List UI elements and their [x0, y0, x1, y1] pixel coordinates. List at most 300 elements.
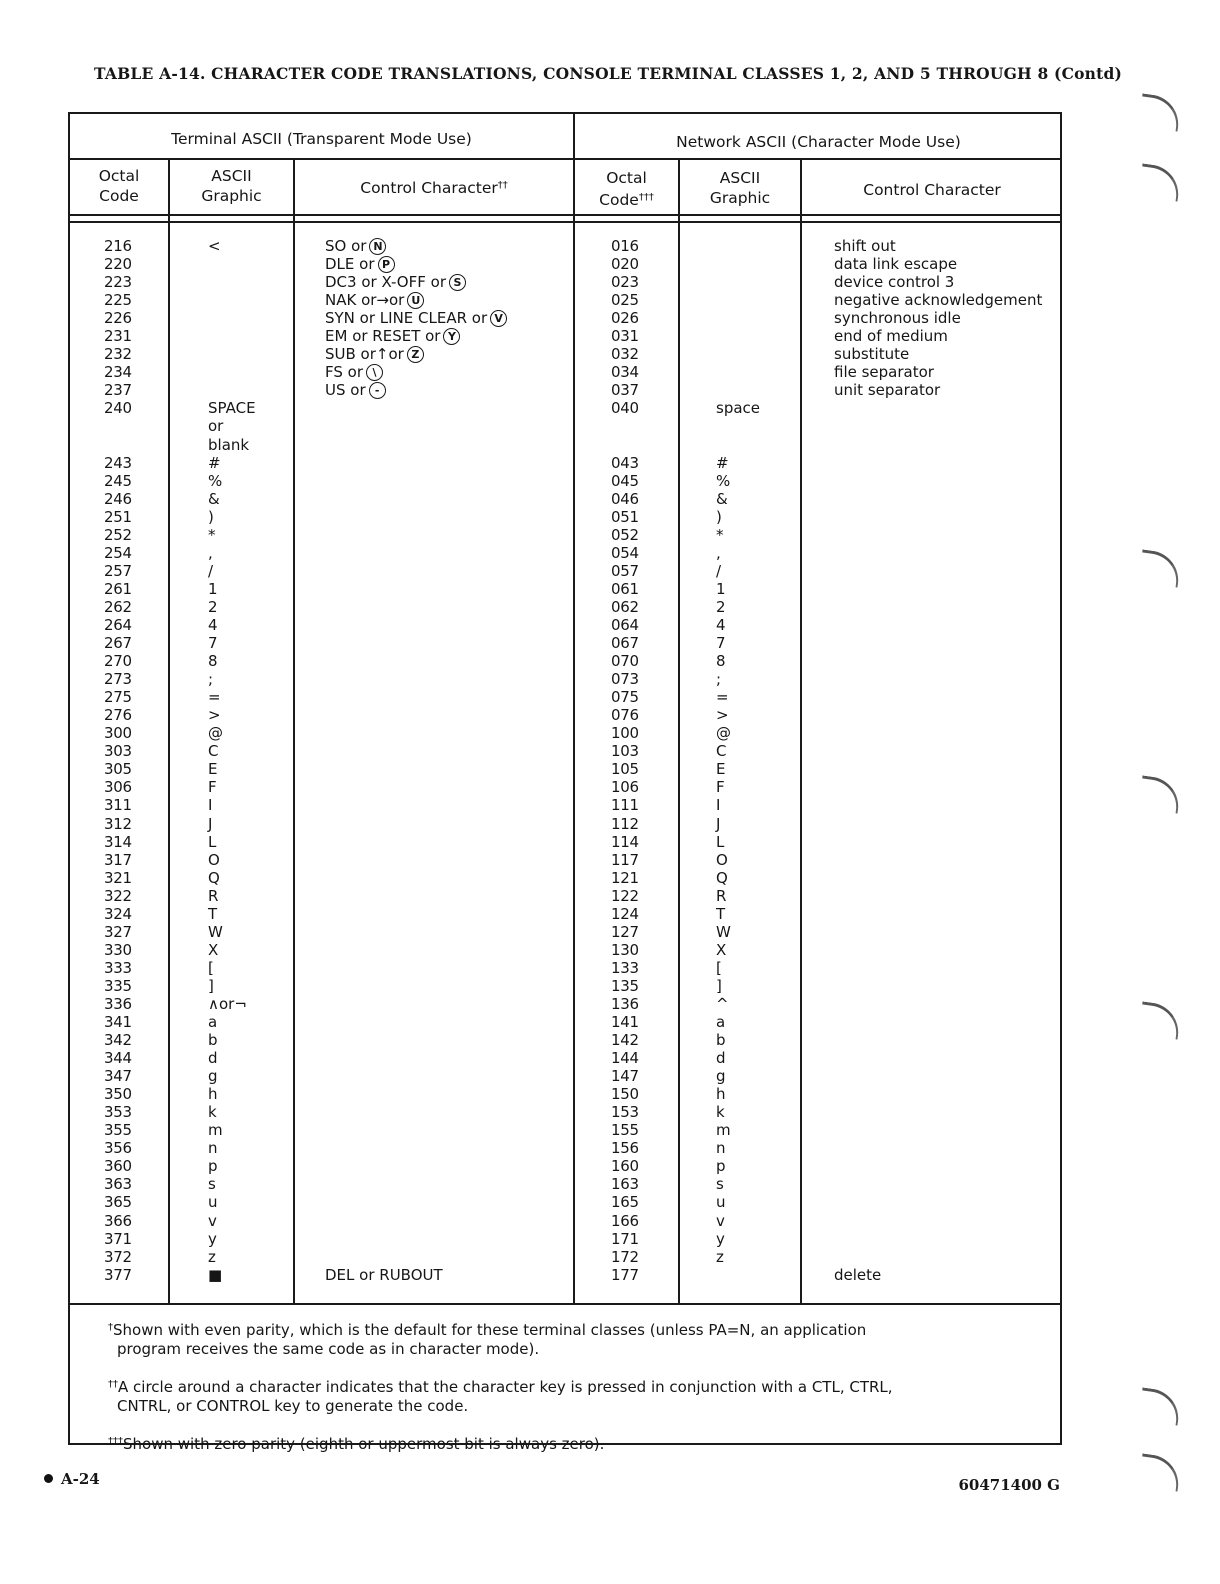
network-octal-cell [611, 436, 639, 454]
terminal-graphic-cell: @ [208, 724, 223, 743]
terminal-graphic-cell: y [208, 1229, 217, 1248]
terminal-octal-cell: 344 [104, 1049, 132, 1068]
page-number-text: A-24 [61, 1470, 100, 1488]
network-graphic-cell: n [716, 1139, 726, 1158]
circled-key-icon: \ [366, 364, 383, 381]
terminal-control-cell [325, 688, 507, 706]
network-octal-cell: 073 [611, 670, 639, 689]
terminal-graphic-cell: g [208, 1067, 218, 1086]
network-octal-cell: 061 [611, 579, 639, 598]
network-octal-cell: 032 [611, 345, 639, 364]
terminal-graphic-cell: k [208, 1103, 217, 1122]
terminal-graphic-cell: 8 [208, 652, 218, 671]
network-control-cell [834, 508, 1042, 526]
network-graphic-cell: p [716, 1157, 726, 1176]
network-control-cell [834, 833, 1042, 851]
network-octal-cell: 067 [611, 634, 639, 653]
network-graphic-cell [716, 255, 760, 273]
network-graphic-cell: , [716, 543, 721, 562]
terminal-control-cell [325, 598, 507, 616]
terminal-octal-cell: 347 [104, 1067, 132, 1086]
network-control-cell [834, 851, 1042, 869]
network-control-cell: delete [834, 1265, 882, 1284]
network-graphic-cell: a [716, 1013, 726, 1032]
col-divider [168, 160, 170, 1304]
terminal-octal-cell: 341 [104, 1013, 132, 1032]
terminal-control-cell [325, 815, 507, 833]
terminal-control-cell [325, 706, 507, 724]
footnote-text: A circle around a character indicates that the character key is pressed in conjunction with a CTL, CTRL, [118, 1378, 893, 1396]
terminal-octal-cell: 216 [104, 237, 132, 255]
network-octal-cell: 136 [611, 994, 639, 1013]
network-octal-cell: 130 [611, 940, 639, 959]
control-character-text: DC3 or X-OFF or [325, 273, 446, 292]
terminal-graphic-cell: O [208, 850, 220, 869]
control-character-item [325, 309, 507, 327]
network-control-cell [834, 526, 1042, 544]
terminal-control-cell [325, 923, 507, 941]
terminal-control-cell [325, 1013, 507, 1031]
terminal-graphic-cell [208, 309, 256, 327]
terminal-graphic-column [208, 237, 256, 1284]
terminal-control-cell [325, 309, 507, 327]
network-control-cell [834, 1175, 1042, 1193]
network-control-cell [834, 815, 1042, 833]
left-group-header: Terminal ASCII (Transparent Mode Use) [171, 130, 472, 148]
terminal-octal-cell: 251 [104, 507, 132, 526]
terminal-graphic-cell [208, 345, 256, 363]
binder-hole-mark [1138, 1387, 1182, 1425]
network-octal-cell: 165 [611, 1193, 639, 1212]
header-rule-bottom [70, 221, 1062, 223]
network-octal-cell: 043 [611, 453, 639, 472]
circled-key-icon: Y [443, 328, 460, 345]
terminal-graphic-cell: 2 [208, 597, 218, 616]
terminal-octal-cell: 312 [104, 814, 132, 833]
terminal-control-cell [325, 273, 507, 291]
col-header-ascii-graphic [170, 166, 293, 206]
network-octal-cell: 147 [611, 1067, 639, 1086]
network-octal-cell: 171 [611, 1229, 639, 1248]
network-control-cell [834, 959, 1042, 977]
terminal-control-cell [325, 327, 507, 345]
terminal-octal-cell: 305 [104, 760, 132, 779]
bullet-icon [44, 1474, 53, 1483]
footnote-3 [108, 1432, 988, 1454]
terminal-graphic-cell [208, 327, 256, 345]
footnote-mark: †† [497, 180, 508, 191]
terminal-octal-cell: 321 [104, 868, 132, 887]
terminal-octal-cell: 225 [104, 291, 132, 310]
terminal-control-cell [325, 724, 507, 742]
terminal-graphic-cell: & [208, 489, 220, 508]
network-graphic-cell: O [716, 850, 728, 869]
terminal-control-cell [325, 508, 507, 526]
network-octal-cell: 075 [611, 688, 639, 707]
network-control-cell [834, 562, 1042, 580]
terminal-octal-cell: 223 [104, 273, 132, 292]
terminal-graphic-cell: or [208, 417, 224, 436]
footnote-1 [108, 1318, 988, 1359]
network-graphic-cell: ) [716, 507, 722, 526]
network-control-cell [834, 688, 1042, 706]
network-control-cell [834, 1103, 1042, 1121]
network-graphic-cell: ] [716, 976, 722, 995]
col-divider [800, 160, 802, 1304]
network-control-cell [834, 1248, 1042, 1266]
network-control-cell [834, 1031, 1042, 1049]
terminal-octal-cell: 267 [104, 634, 132, 653]
network-graphic-cell: % [716, 471, 731, 490]
network-graphic-cell: 8 [716, 652, 726, 671]
control-character-text: EM or RESET or [325, 327, 441, 346]
network-octal-cell: 112 [611, 814, 639, 833]
control-character-item [325, 237, 386, 255]
terminal-graphic-cell: , [208, 543, 213, 562]
control-character-text: SO or [325, 237, 367, 255]
terminal-control-cell [325, 851, 507, 869]
col-divider [678, 160, 680, 1304]
terminal-graphic-cell: % [208, 471, 223, 490]
network-graphic-cell: / [716, 561, 722, 580]
network-octal-cell: 020 [611, 255, 639, 274]
network-control-cell [834, 887, 1042, 905]
terminal-octal-cell: 273 [104, 670, 132, 689]
network-graphic-cell: d [716, 1049, 726, 1068]
terminal-control-cell [325, 237, 507, 255]
network-control-cell [834, 670, 1042, 688]
terminal-graphic-cell: SPACE [208, 399, 256, 418]
network-control-cell [834, 1013, 1042, 1031]
network-control-cell: negative acknowledgement [834, 291, 1043, 310]
network-graphic-cell: z [716, 1247, 724, 1266]
terminal-octal-cell: 243 [104, 453, 132, 472]
terminal-octal-cell: 240 [104, 399, 132, 418]
network-control-cell [834, 1085, 1042, 1103]
terminal-control-cell [325, 941, 507, 959]
network-control-cell [834, 1157, 1042, 1175]
control-character-text: US or [325, 381, 366, 400]
circled-key-icon: - [369, 382, 386, 399]
footnotes [108, 1318, 988, 1470]
circled-key-icon: U [407, 292, 424, 309]
terminal-control-cell [325, 1067, 507, 1085]
terminal-graphic-cell: d [208, 1049, 218, 1068]
network-octal-cell: 141 [611, 1013, 639, 1032]
network-octal-cell: 031 [611, 327, 639, 346]
network-octal-cell: 124 [611, 904, 639, 923]
network-graphic-cell: b [716, 1031, 726, 1050]
network-graphic-cell: = [716, 688, 729, 707]
network-graphic-cell: v [716, 1211, 725, 1230]
terminal-octal-cell: 226 [104, 309, 132, 328]
circled-key-icon: N [369, 238, 386, 255]
control-character-item [325, 255, 395, 273]
terminal-control-cell [325, 1266, 507, 1284]
network-graphic-cell: C [716, 742, 727, 761]
col-header-net-ascii-graphic [680, 168, 800, 208]
network-graphic-cell [716, 309, 760, 327]
network-octal-cell: 070 [611, 652, 639, 671]
terminal-graphic-cell: ; [208, 670, 214, 689]
header-line: ASCII [211, 167, 252, 185]
network-control-cell [834, 436, 1042, 454]
terminal-octal-cell: 252 [104, 525, 132, 544]
circled-key-icon: P [378, 256, 395, 273]
terminal-graphic-cell: u [208, 1193, 218, 1212]
network-control-cell [834, 905, 1042, 923]
network-control-cell [834, 1139, 1042, 1157]
network-graphic-cell [716, 363, 760, 381]
network-graphic-cell [716, 327, 760, 345]
terminal-octal-cell: 363 [104, 1175, 132, 1194]
network-graphic-cell: ; [716, 670, 722, 689]
terminal-octal-cell: 231 [104, 327, 132, 346]
network-graphic-cell: 2 [716, 597, 726, 616]
network-octal-cell: 160 [611, 1157, 639, 1176]
header-rule-top [70, 214, 1062, 216]
network-control-cell [834, 1230, 1042, 1248]
binder-hole-mark [1138, 163, 1182, 201]
terminal-control-cell [325, 796, 507, 814]
terminal-graphic-cell: ] [208, 976, 214, 995]
terminal-control-cell [325, 562, 507, 580]
header-text: Control Character [863, 181, 1001, 199]
terminal-octal-cell: 306 [104, 778, 132, 797]
network-graphic-cell [716, 417, 760, 435]
network-octal-cell: 127 [611, 922, 639, 941]
network-octal-cell: 166 [611, 1211, 639, 1230]
network-graphic-cell: [ [716, 958, 722, 977]
network-octal-cell: 135 [611, 976, 639, 995]
network-octal-cell: 117 [611, 850, 639, 869]
terminal-graphic-cell: a [208, 1013, 218, 1032]
header-line: Graphic [709, 189, 771, 207]
terminal-octal-cell: 327 [104, 922, 132, 941]
network-graphic-cell: 7 [716, 634, 726, 653]
terminal-control-cell [325, 1248, 507, 1266]
header-line: Code [99, 187, 139, 205]
terminal-octal-cell: 246 [104, 489, 132, 508]
terminal-octal-cell: 353 [104, 1103, 132, 1122]
terminal-control-cell [325, 977, 507, 995]
footnote-mark: †† [108, 1379, 118, 1390]
terminal-control-cell [325, 363, 507, 381]
network-control-cell: synchronous idle [834, 309, 961, 328]
terminal-control-cell [325, 544, 507, 562]
terminal-graphic-cell: n [208, 1139, 218, 1158]
network-control-cell [834, 760, 1042, 778]
terminal-control-cell [325, 670, 507, 688]
network-octal-cell: 156 [611, 1139, 639, 1158]
control-character-text: DLE or [325, 255, 375, 274]
network-octal-cell: 052 [611, 525, 639, 544]
binder-hole-mark [1138, 1453, 1182, 1491]
network-octal-cell: 026 [611, 309, 639, 328]
network-graphic-cell [716, 1266, 760, 1284]
network-control-cell [834, 1212, 1042, 1230]
terminal-graphic-cell: I [208, 796, 213, 815]
terminal-octal-cell: 336 [104, 994, 132, 1013]
network-graphic-cell: 1 [716, 579, 726, 598]
network-graphic-cell [716, 237, 760, 255]
network-octal-cell [611, 417, 639, 435]
terminal-control-cell [325, 869, 507, 887]
network-control-cell: device control 3 [834, 273, 955, 292]
terminal-graphic-cell: J [208, 814, 213, 833]
terminal-octal-cell: 372 [104, 1247, 132, 1266]
terminal-octal-cell: 245 [104, 471, 132, 490]
terminal-graphic-cell [208, 381, 256, 399]
network-graphic-cell: k [716, 1103, 725, 1122]
terminal-graphic-cell: 7 [208, 634, 218, 653]
header-line: Code [599, 191, 639, 209]
network-control-cell [834, 417, 1042, 435]
terminal-control-cell [325, 959, 507, 977]
control-character-text: SYN or LINE CLEAR or [325, 309, 488, 328]
terminal-graphic-cell: ∧or¬ [208, 994, 247, 1013]
network-octal-cell: 064 [611, 615, 639, 634]
terminal-octal-cell: 342 [104, 1031, 132, 1050]
network-control-cell [834, 490, 1042, 508]
terminal-control-cell [325, 1121, 507, 1139]
terminal-graphic-cell [208, 255, 256, 273]
network-octal-cell: 103 [611, 742, 639, 761]
terminal-control-cell [325, 760, 507, 778]
terminal-graphic-cell: E [208, 760, 218, 779]
network-octal-cell: 025 [611, 291, 639, 310]
network-octal-cell: 023 [611, 273, 639, 292]
network-octal-cell: 142 [611, 1031, 639, 1050]
terminal-octal-cell: 232 [104, 345, 132, 364]
terminal-octal-cell: 366 [104, 1211, 132, 1230]
header-line: Graphic [201, 187, 262, 205]
network-octal-cell: 153 [611, 1103, 639, 1122]
terminal-control-cell [325, 1212, 507, 1230]
network-octal-cell: 105 [611, 760, 639, 779]
terminal-graphic-cell [208, 363, 256, 381]
network-graphic-cell: I [716, 796, 721, 815]
control-character-text: FS or [325, 363, 363, 382]
network-graphic-cell: Q [716, 868, 728, 887]
terminal-control-cell [325, 1193, 507, 1211]
circled-key-icon: Z [407, 346, 424, 363]
terminal-control-cell [325, 1049, 507, 1067]
network-octal-cell: 040 [611, 399, 639, 418]
terminal-control-cell [325, 291, 507, 309]
network-graphic-cell: W [716, 922, 731, 941]
terminal-octal-cell: 355 [104, 1121, 132, 1140]
terminal-octal-cell: 237 [104, 381, 132, 400]
terminal-control-cell [325, 833, 507, 851]
terminal-graphic-cell: p [208, 1157, 218, 1176]
terminal-control-cell [325, 1085, 507, 1103]
terminal-graphic-cell: z [208, 1247, 216, 1266]
col-header-net-octal-code [575, 168, 678, 210]
terminal-octal-cell: 377 [104, 1265, 132, 1284]
terminal-graphic-cell: / [208, 561, 214, 580]
control-character-item [325, 1266, 443, 1284]
network-control-cell [834, 544, 1042, 562]
group-divider [573, 112, 575, 1304]
network-octal-cell: 155 [611, 1121, 639, 1140]
network-graphic-cell [716, 381, 760, 399]
terminal-octal-cell: 254 [104, 543, 132, 562]
network-control-cell [834, 869, 1042, 887]
terminal-graphic-cell: T [208, 904, 218, 923]
terminal-graphic-cell: R [208, 886, 219, 905]
terminal-octal-cell: 350 [104, 1085, 132, 1104]
network-graphic-cell: F [716, 778, 725, 797]
network-graphic-cell: y [716, 1229, 725, 1248]
circled-key-icon: S [449, 274, 466, 291]
terminal-control-cell [325, 490, 507, 508]
terminal-graphic-cell: > [208, 706, 221, 725]
terminal-graphic-cell: [ [208, 958, 214, 977]
page-number [44, 1470, 100, 1488]
terminal-control-cell [325, 472, 507, 490]
network-control-cell [834, 1067, 1042, 1085]
network-graphic-cell: T [716, 904, 726, 923]
terminal-octal-cell: 335 [104, 976, 132, 995]
terminal-graphic-cell: F [208, 778, 217, 797]
terminal-control-cell [325, 580, 507, 598]
network-control-cell [834, 995, 1042, 1013]
terminal-control-cell [325, 345, 507, 363]
network-control-cell [834, 616, 1042, 634]
network-octal-cell: 122 [611, 886, 639, 905]
network-control-cell [834, 472, 1042, 490]
col-divider [293, 160, 295, 1304]
network-control-cell [834, 778, 1042, 796]
network-octal-cell: 051 [611, 507, 639, 526]
terminal-control-cell [325, 1175, 507, 1193]
network-graphic-cell: > [716, 706, 729, 725]
terminal-graphic-cell: W [208, 922, 223, 941]
col-header-octal-code [70, 166, 168, 206]
network-octal-cell: 150 [611, 1085, 639, 1104]
network-graphic-cell: L [716, 832, 725, 851]
terminal-octal-cell: 311 [104, 796, 132, 815]
network-octal-cell: 076 [611, 706, 639, 725]
terminal-octal-cell [104, 436, 132, 454]
network-control-cell: data link escape [834, 255, 958, 274]
network-graphic-cell: # [716, 453, 729, 472]
control-character-text: NAK or→or [325, 291, 405, 310]
terminal-graphic-cell: 1 [208, 579, 218, 598]
network-octal-cell: 114 [611, 832, 639, 851]
network-octal-cell: 046 [611, 489, 639, 508]
terminal-graphic-cell: Q [208, 868, 220, 887]
binder-hole-mark [1138, 775, 1182, 813]
network-graphic-cell: * [716, 525, 724, 544]
network-graphic-cell: J [716, 814, 721, 833]
terminal-control-column [325, 237, 507, 1284]
terminal-graphic-cell [208, 273, 256, 291]
network-control-cell [834, 796, 1042, 814]
network-graphic-cell: E [716, 760, 726, 779]
terminal-octal-cell: 257 [104, 561, 132, 580]
terminal-graphic-cell: # [208, 453, 221, 472]
terminal-control-cell [325, 1103, 507, 1121]
terminal-control-cell [325, 742, 507, 760]
terminal-control-cell [325, 381, 507, 399]
footnote-mark: ††† [638, 192, 654, 203]
network-octal-cell: 016 [611, 237, 639, 255]
terminal-control-cell [325, 255, 507, 273]
network-octal-column [611, 237, 639, 1284]
network-octal-cell: 111 [611, 796, 639, 815]
